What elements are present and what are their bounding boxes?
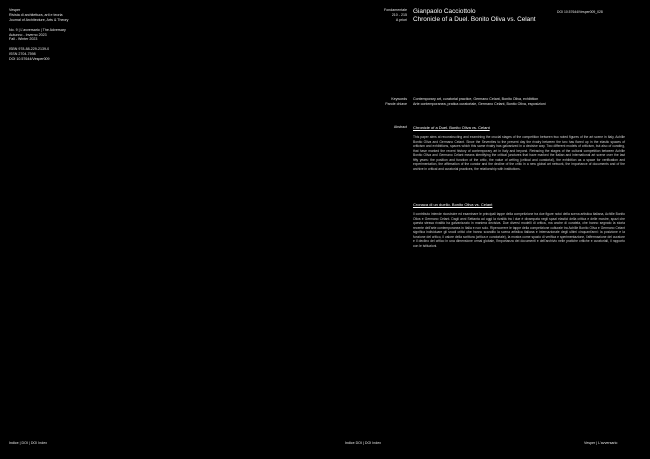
section-category: A priori: [395, 17, 407, 22]
abstract-italian: [413, 202, 625, 248]
journal-info: [9, 8, 68, 62]
doi-issue: DOI 10.57644/Vesper009: [9, 57, 50, 62]
issn: ISSN 2704-7598: [9, 52, 36, 57]
article-header: [413, 8, 536, 23]
keywords-label-en: Keywords: [391, 97, 407, 101]
abstract-text-en: This paper aims at reconstructing and examining the crucial stages of the competition between two noted figures of the art scene in Italy, Achille Bonito Oliva and Germano Celant. Since the Seventies to the present day the rivalry between the two has flared up in the elastic spaces of criticism and exhibitions, spaces which this same rivalry has galvanized in a decisive way. Two different models of criticism, but also of curating, that have marked the recent history of contemporary art in Italy and beyond. Retracing the stages of the cultural competition between Achille Bonito Oliva and Germano Celant means identifying the critical junctures that have marked the Italian and international art scene over the last fifty years: the position and function of the critic, the value of writing (critical and curatorial), the exhibition as a space for verification and experimentation, the affirmation of the curator and the decline of the critic in a new global art network, the importance of documents and of the archive in critical and curatorial practices, the relationship with institutions.: [413, 135, 625, 171]
keywords-labels: [347, 97, 407, 107]
isbn: ISBN 978-88-229-2139-0: [9, 47, 50, 52]
footer-center[interactable]: Indice DOI | DOI Index: [345, 441, 382, 445]
abstract-heading-it: Cronaca di un duello. Bonito Oliva vs. Celant: [413, 202, 493, 207]
journal-subtitle-it: Rivista di architettura, arti e teoria: [9, 12, 63, 17]
keywords-en: Contemporary art, curatorial practice, Germano Celant, Bonito Oliva, exhibition: [413, 97, 539, 101]
section-meta: [347, 8, 407, 23]
article-doi[interactable]: DOI 10.57644/Vesper009_028: [557, 10, 603, 14]
abstract-english: [413, 125, 625, 171]
issue-season-en: Fall - Winter 2023: [9, 37, 38, 42]
page-range: 210 - 215: [391, 12, 407, 17]
keywords-label-it: Parole chiave: [385, 101, 407, 106]
issue-season-it: Autunno - Inverno 2023: [9, 32, 47, 37]
abstract-heading-en: Chronicle of a Duel. Bonito Oliva vs. Celant: [413, 125, 490, 130]
author-name: Gianpaolo Cacciottolo: [413, 8, 476, 15]
abstract-label-wrap: [347, 125, 407, 130]
section-name: Fondamentale: [384, 8, 407, 12]
keywords-it: Arte contemporanea, pratica curatoriale, Germano Celant, Bonito Oliva, esposizioni: [413, 101, 546, 106]
journal-subtitle-en: Journal of Architecture, Arts & Theory: [9, 17, 69, 22]
keywords-values: [413, 97, 546, 107]
abstract-text-it: Il contributo intende ricostruire ed esaminare le principali tappe della competizione tra due figure notoi della scena artistica italiana, Achille Bonito Oliva e Germano Celant. Dagli anni Settanta ad oggi la rivalità tra i due è divampata negli spazi elastici della critica e delle mostre, spazi che questa stessa rivalità ha galvanizzato in maniera decisiva. Due diversi modelli di critica, ma anche di curatela, che hanno segnato la storia recente dell'arte contemporanea in Italia e non solo. Ripercorrere le tappe della competizione culturale tra Achille Bonito Oliva e Germano Celant significa individuare gli snodi critici che hanno scandito la scena artistica italiana e internazionale degli ultimi cinquant'anni: la posizione e la funzione del critico, il valore della scrittura (critica e curatoriale), la mostra come spazio di verifica e sperimentazione, l'affermazione del curatore e il declino del critico in una dimensione ormai globale, l'importanza dei documenti e dell'archivio nelle pratiche critiche e curatoriali, il rapporto con le istituzioni.: [413, 212, 625, 248]
footer-right: Vesper | L'avversario: [584, 441, 618, 445]
journal-name: Vesper: [9, 8, 21, 12]
article-title: Chronicle of a Duel. Bonito Oliva vs. Celant: [413, 15, 536, 23]
issue-number: No. 9 | L'avversario | The Adversary: [9, 27, 66, 32]
footer-left[interactable]: Indice | DOI | DOI Index: [9, 441, 48, 445]
abstract-label: Abstract: [393, 125, 407, 129]
